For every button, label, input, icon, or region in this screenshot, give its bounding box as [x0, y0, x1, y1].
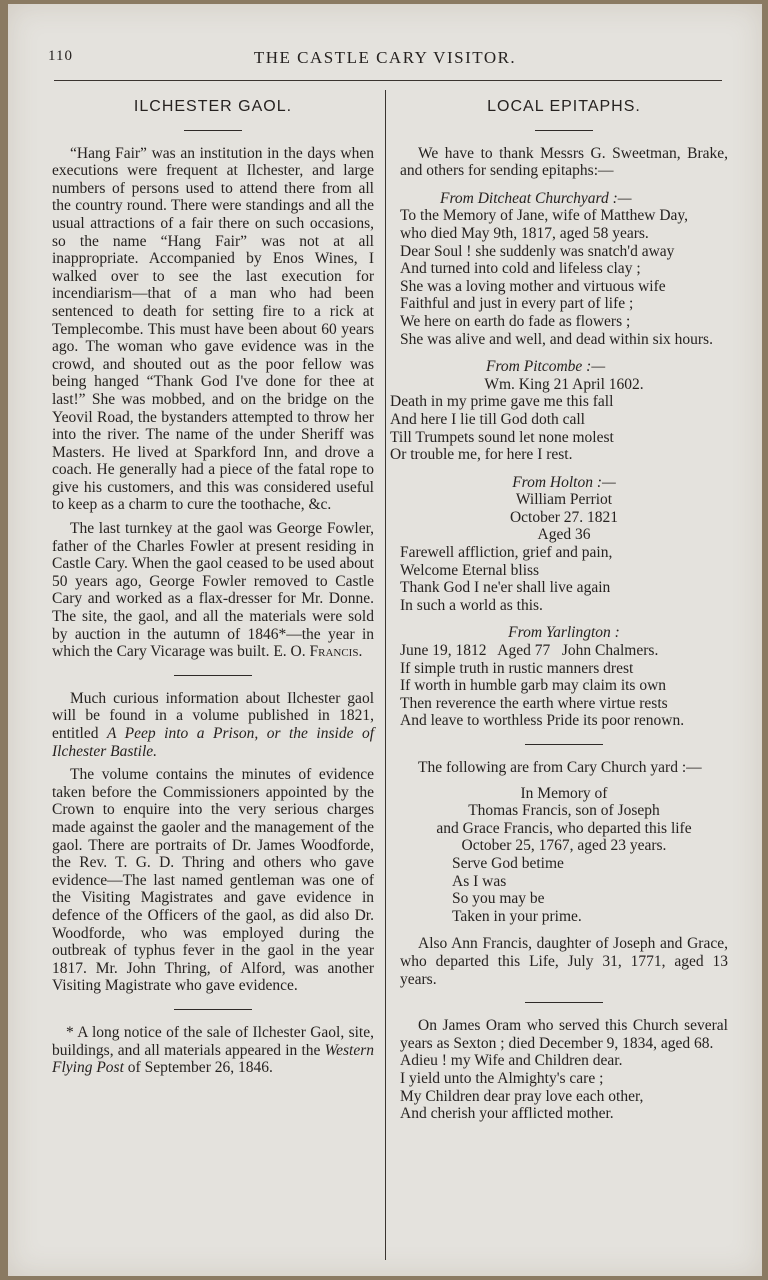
header-rule	[54, 80, 722, 81]
epitaph-line: Then reverence the earth where virtue rests	[400, 694, 668, 712]
epitaph-line: who died May 9th, 1817, aged 58 years.	[400, 224, 649, 242]
page-number: 110	[48, 48, 73, 64]
section-rule	[525, 744, 603, 745]
epitaph-title: and Grace Francis, who departed this life	[436, 819, 692, 837]
epitaph-thomas-francis	[400, 785, 728, 926]
footnote-rule	[174, 1009, 252, 1010]
epitaph-title: Wm. King 21 April 1602.	[484, 375, 644, 393]
epitaph-ditcheat	[400, 207, 728, 348]
cary-churchyard-intro: The following are from Cary Church yard :—	[418, 759, 702, 776]
column-divider	[385, 90, 386, 1260]
epitaph-line: And leave to worthless Pride its poor renown.	[400, 712, 685, 730]
book-title: A Peep into a Prison, or the inside of Ilchester Bastile.	[52, 725, 374, 760]
running-title: THE CASTLE CARY VISITOR.	[253, 48, 517, 67]
epitaph-title: Thomas Francis, son of Joseph	[468, 802, 660, 820]
paragraph-curious-information: Much curious information about Ilchester gaol will be found in a volume published in 1821, entitled A Peep into a Prison, or the inside of Ilchester Bastile.	[52, 689, 374, 760]
signature: E. O. Francis.	[273, 643, 363, 661]
epitaph-title: In Memory of	[520, 784, 608, 802]
paragraph-hang-fair: “Hang Fair” was an institution in the days when executions were frequent at Ilchester, and large numbers of persons used to attend there from all the country round. There were standings and all the usual attractions of a fair there on such occasions, so the name “Hang Fair” was not at all inappropriate. Accompanied by Enos Wines, I walked over to see the last execution for incendiarism—that of a man who had been sentenced to death for setting fire to a rick at Templecombe. This must have been about 60 years ago. The woman who gave evidence was in the crowd, and shouted out as the poor fellow was being hanged “Thank God I've done for thee at last!” She was mobbed, and on the bridge on the Yeovil Road, the bystanders attempted to throw her into the river. The name of the under Sheriff was Masters. He lived at Sparkford Inn, and drove a coach. He generally had a piece of the fatal rope to give his customers, and this was considered useful to keep as a charm to cure the toothache, &c.	[52, 144, 374, 514]
newspaper-title: Western Flying Post	[52, 1041, 375, 1077]
epitaph-line: Adieu ! my Wife and Children dear.	[400, 1052, 623, 1070]
epitaph-line: If simple truth in rustic manners drest	[400, 659, 634, 677]
epitaph-line: Taken in your prime.	[452, 907, 582, 925]
epitaph-line: Faithful and just in every part of life ;	[400, 295, 634, 313]
left-column	[52, 92, 374, 1077]
epitaph-line: Or trouble me, for here I rest.	[390, 446, 573, 464]
epitaph-title: Aged 36	[537, 526, 591, 544]
source-ditcheat: From Ditcheat Churchyard :—	[440, 189, 632, 207]
epitaph-first-line: June 19, 1812 Aged 77 John Chalmers.	[400, 642, 659, 660]
oram-intro: On James Oram who served this Church several years as Sexton ; died December 9, 1834, aged 68.	[400, 1017, 728, 1052]
epitaph-title: William Perriot	[515, 491, 613, 509]
source-holton: From Holton :—	[512, 473, 616, 491]
epitaph-james-oram	[400, 1052, 728, 1122]
paragraph-turnkey-text: The last turnkey at the gaol was George Fowler, father of the Charles Fowler at present residing in Castle Cary. When the gaol ceased to be used about 50 years ago, George Fowler removed to Castle Cary and worked as a flax-dresser for Mr. Donne. The site, the gaol, and all the materials were sold by auction in the autumn of 1846*—the year in which the Cary Vicarage was built.	[52, 520, 374, 661]
epitaph-line: Farewell affliction, grief and pain,	[400, 544, 613, 562]
epitaph-line: We here on earth do fade as flowers ;	[400, 312, 631, 330]
article-title-ilchester-gaol: ILCHESTER GAOL.	[133, 98, 293, 115]
epitaph-line: And here I lie till God doth call	[390, 410, 585, 428]
epitaph-line: If worth in humble garb may claim its own	[400, 677, 667, 695]
right-column	[390, 92, 728, 1123]
epitaph-line: I yield unto the Almighty's care ;	[400, 1069, 604, 1087]
epitaph-line: Till Trumpets sound let none molest	[390, 428, 614, 446]
title-rule	[184, 130, 242, 131]
epitaph-line: As I was	[452, 872, 507, 890]
source-pitcombe: From Pitcombe :—	[486, 358, 606, 376]
epitaph-holton	[400, 491, 728, 614]
paragraph-turnkey	[52, 520, 374, 661]
paragraph-volume: The volume contains the minutes of evidence taken before the Commissioners appointed by the Crown to enquire into the very serious charges made against the gaoler and the management of the gaol. There are portraits of Dr. James Woodforde, the Rev. T. G. D. Thring and others who gave evidence—The last named gentleman was one of the Visiting Magistrates and gave evidence in defence of the Officers of the gaol, as did also Dr. Woodforde, who was employed during the outbreak of typhus fever in the gaol in the year 1817. Mr. John Thring, of Alford, was another Visiting Magistrate who gave evidence.	[52, 766, 374, 995]
epitaph-pitcombe	[390, 375, 728, 464]
page	[8, 4, 762, 1276]
epitaph-line: In such a world as this.	[400, 596, 543, 614]
epitaph-line: Death in my prime gave me this fall	[390, 393, 614, 411]
epitaph-line: And cherish your afflicted mother.	[400, 1105, 614, 1123]
epitaph-line: And turned into cold and lifeless clay ;	[400, 260, 641, 278]
epitaph-line: She was alive and well, and dead within six hours.	[400, 330, 713, 348]
epitaph-title: October 27. 1821	[509, 508, 619, 526]
epitaph-line: So you may be	[452, 890, 545, 908]
footnote: * A long notice of the sale of Ilchester Gaol, site, buildings, and all materials appeared in the Western Flying Post of September 26, 1846.	[52, 1023, 375, 1077]
ann-francis-paragraph: Also Ann Francis, daughter of Joseph and Grace, who departed this Life, July 31, 1771, aged 13 years.	[400, 935, 728, 988]
article-title-local-epitaphs: LOCAL EPITAPHS.	[487, 98, 641, 115]
epitaph-line: Thank God I ne'er shall live again	[400, 579, 611, 597]
source-yarlington: From Yarlington :	[508, 624, 620, 642]
epitaph-line: Serve God betime	[452, 854, 564, 872]
epitaphs-intro: We have to thank Messrs G. Sweetman, Brake, and others for sending epitaphs:—	[400, 144, 728, 180]
section-rule	[174, 675, 252, 676]
epitaph-line: She was a loving mother and virtuous wife	[400, 277, 666, 295]
epitaph-title: October 25, 1767, aged 23 years.	[461, 837, 667, 855]
title-rule	[535, 130, 593, 131]
epitaph-line: To the Memory of Jane, wife of Matthew Day,	[400, 207, 689, 225]
epitaph-yarlington	[400, 642, 728, 730]
epitaph-line: My Children dear pray love each other,	[400, 1087, 644, 1105]
section-rule	[525, 1002, 603, 1003]
epitaph-line: Welcome Eternal bliss	[400, 561, 540, 579]
epitaph-line: Dear Soul ! she suddenly was snatch'd away	[400, 242, 675, 260]
